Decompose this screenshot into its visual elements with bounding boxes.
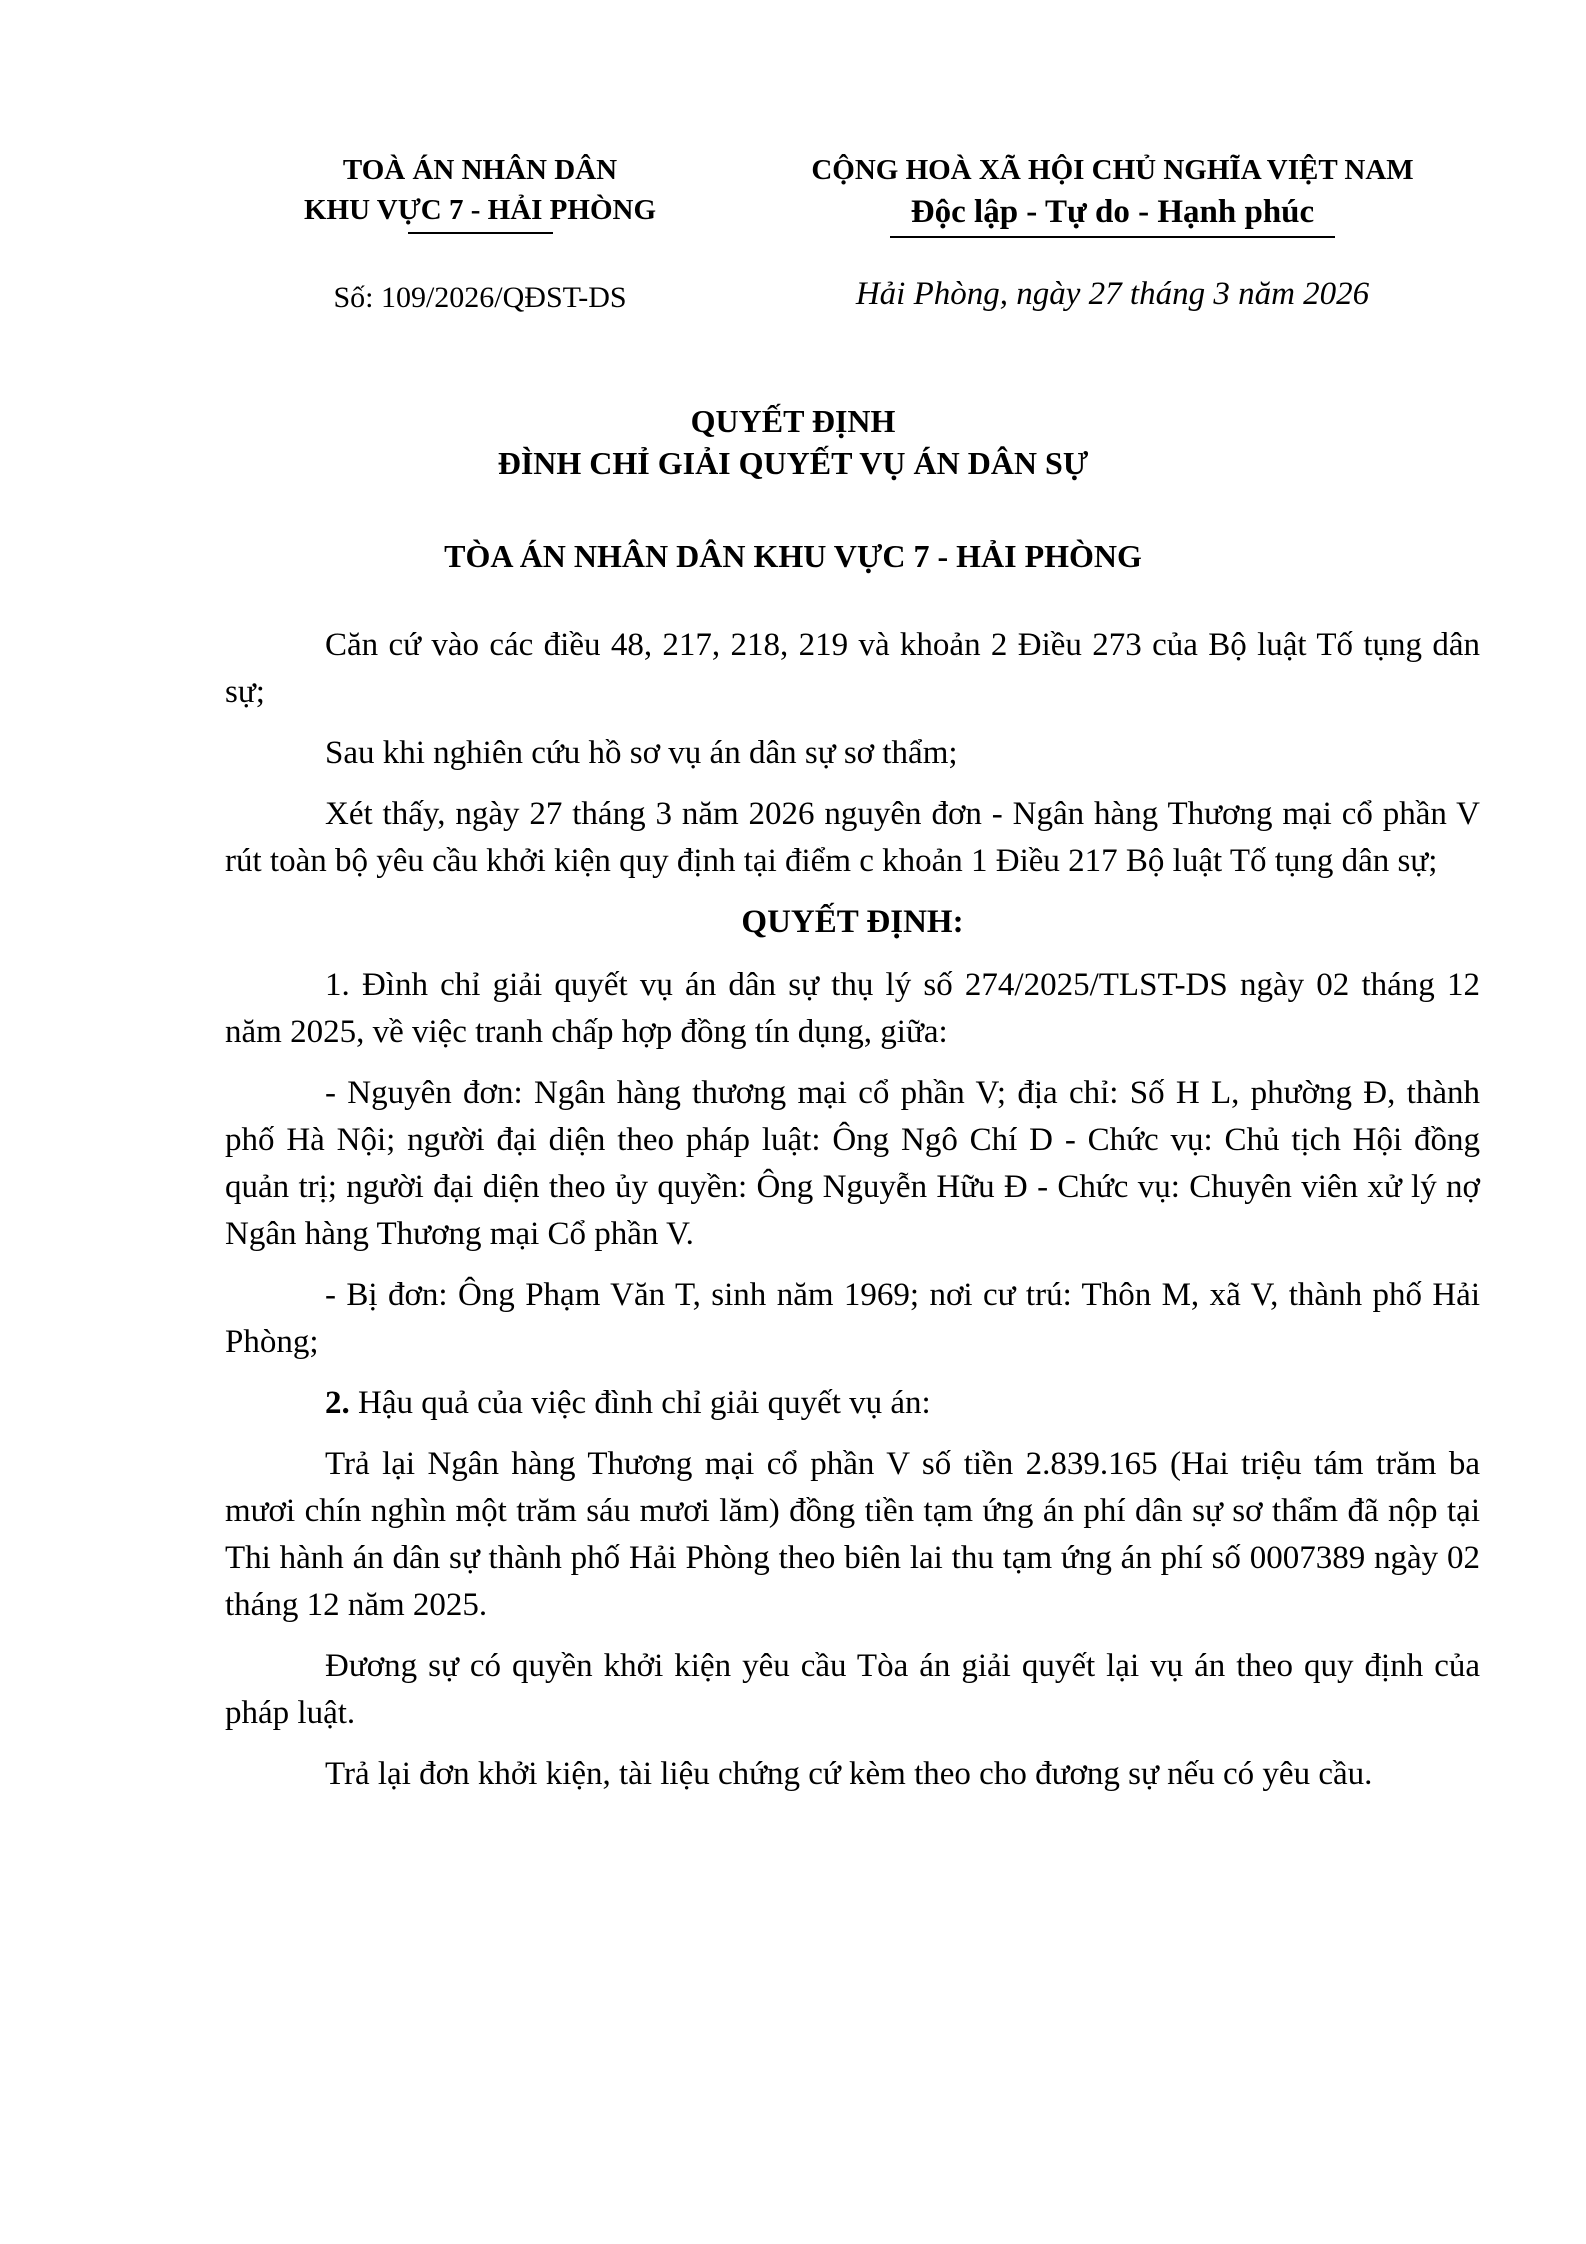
decision-heading: QUYẾT ĐỊNH: xyxy=(741,904,964,940)
court-header-underline xyxy=(408,232,553,234)
national-motto: Độc lập - Tự do - Hạnh phúc xyxy=(910,194,1315,230)
court-header xyxy=(260,150,700,234)
item-2-number: 2. xyxy=(325,1385,350,1421)
legal-basis-paragraph: Căn cứ vào các điều 48, 217, 218, 219 và khoản 2 Điều 273 của Bộ luật Tố tụng dân sự; xyxy=(225,627,1480,710)
document-body xyxy=(225,622,1480,1812)
refund-paragraph: Trả lại Ngân hàng Thương mại cổ phần V số tiền 2.839.165 (Hai triệu tám trăm ba mươi chín nghìn một trăm sáu mươi lăm) đồng tiền tạm ứng án phí dân sự sơ thẩm đã nộp tại Thi hành án dân sự thành phố Hải Phòng theo biên lai thu tạm ứng án phí số 0007389 ngày 02 tháng 12 năm 2025. xyxy=(225,1446,1480,1623)
national-motto-underline xyxy=(890,236,1335,238)
item-2-text: Hậu quả của việc đình chỉ giải quyết vụ án: xyxy=(349,1385,931,1421)
national-header xyxy=(745,150,1480,238)
document-subtitle: ĐÌNH CHỈ GIẢI QUYẾT VỤ ÁN DÂN SỰ xyxy=(497,445,1089,481)
research-paragraph: Sau khi nghiên cứu hồ sơ vụ án dân sự sơ thẩm; xyxy=(325,735,958,771)
right-to-sue-paragraph: Đương sự có quyền khởi kiện yêu cầu Tòa án giải quyết lại vụ án theo quy định của pháp luật. xyxy=(225,1648,1480,1731)
return-documents-paragraph: Trả lại đơn khởi kiện, tài liệu chứng cứ kèm theo cho đương sự nếu có yêu cầu. xyxy=(325,1756,1373,1792)
decision-item-2 xyxy=(225,1380,1480,1427)
issuing-court: TÒA ÁN NHÂN DÂN KHU VỰC 7 - HẢI PHÒNG xyxy=(444,538,1142,574)
decision-item-1: 1. Đình chỉ giải quyết vụ án dân sự thụ lý số 274/2025/TLST-DS ngày 02 tháng 12 năm 2025, về việc tranh chấp hợp đồng tín dụng, giữa: xyxy=(225,967,1480,1050)
court-name: TOÀ ÁN NHÂN DÂN xyxy=(342,154,618,186)
place-and-date: Hải Phòng, ngày 27 tháng 3 năm 2026 xyxy=(855,276,1370,312)
consideration-paragraph: Xét thấy, ngày 27 tháng 3 năm 2026 nguyên đơn - Ngân hàng Thương mại cổ phần V rút toàn bộ yêu cầu khởi kiện quy định tại điểm c khoản 1 Điều 217 Bộ luật Tố tụng dân sự; xyxy=(225,796,1480,879)
national-name: CỘNG HOÀ XÃ HỘI CHỦ NGHĨA VIỆT NAM xyxy=(811,154,1414,186)
plaintiff-paragraph: - Nguyên đơn: Ngân hàng thương mại cổ phần V; địa chỉ: Số H L, phường Đ, thành phố Hà Nội; người đại diện theo pháp luật: Ông Ngô Chí D - Chức vụ: Chủ tịch Hội đồng quản trị; người đại diện theo ủy quyền: Ông Nguyễn Hữu Đ - Chức vụ: Chuyên viên xử lý nợ Ngân hàng Thương mại Cổ phần V. xyxy=(225,1075,1480,1252)
document-title: QUYẾT ĐỊNH xyxy=(690,403,896,439)
court-region: KHU VỰC 7 - HẢI PHÒNG xyxy=(303,194,657,226)
document-number: Số: 109/2026/QĐST-DS xyxy=(333,281,627,314)
defendant-paragraph: - Bị đơn: Ông Phạm Văn T, sinh năm 1969; nơi cư trú: Thôn M, xã V, thành phố Hải Phòng; xyxy=(225,1277,1480,1360)
